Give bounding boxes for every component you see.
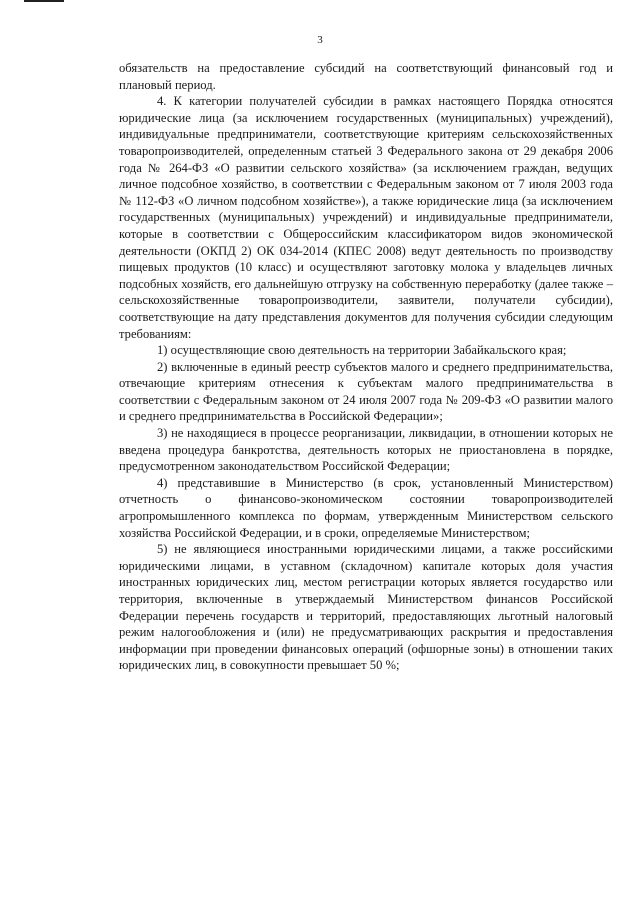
document-body bbox=[119, 60, 613, 674]
paragraph-4: 3) не находящиеся в процессе реорганизации, ликвидации, в отношении которых не введена процедура банкротства, деятельность которых не приостановлена в порядке, предусмотренном законодательством Российской Федерации; bbox=[119, 426, 613, 474]
paragraph-5: 4) представившие в Министерство (в срок, установленный Министерством) отчетность о финансово-экономическом состоянии товаропроизводителей агропромышленного комплекса по формам, утвержденным Министерством сельского хозяйства Российской Федерации, и в сроки, определяемые Министерством; bbox=[119, 475, 613, 540]
paragraph-0: обязательств на предоставление субсидий на соответствующий финансовый год и плановый период. bbox=[119, 61, 613, 92]
paragraph-3: 2) включенные в единый реестр субъектов малого и среднего предпринимательства, отвечающие критериям отнесения к субъектам малого предпринимательства в соответствии с Федеральным законом от 24 июля 2007 года № 209-ФЗ «О развитии малого и среднего предпринимательства в Российской Федерации»; bbox=[119, 359, 613, 424]
paragraph-2: 1) осуществляющие свою деятельность на территории Забайкальского края; bbox=[157, 343, 567, 358]
paragraph-6: 5) не являющиеся иностранными юридическими лицами, а также российскими юридическими лицами, в уставном (складочном) капитале которых доля участия иностранных юридических лиц, местом регистрации которых является государство или территория, включенные в утверждаемый Министерством финансов Российской Федерации перечень государств и территорий, предоставляющих льготный налоговый режим налогообложения и (или) не предусматривающих раскрытия и предоставления информации при проведении финансовых операций (офшорные зоны) в отношении таких юридических лиц, в совокупности превышает 50 %; bbox=[119, 542, 613, 673]
scan-edge-mark bbox=[24, 0, 64, 2]
page-number: 3 bbox=[317, 34, 323, 46]
paragraph-1: 4. К категории получателей субсидии в рамках настоящего Порядка относятся юридические лица (за исключением государственных (муниципальных) учреждений), индивидуальные предприниматели, соответствующие критериям сельскохозяйственных товаропроизводителей, определенным статьей 3 Федерального закона от 29 декабря 2006 года № 264-ФЗ «О развитии сельского хозяйства» (за исключением граждан, ведущих личное подсобное хозяйство, в соответствии с Федеральным законом от 7 июля 2003 года № 112-ФЗ «О личном подсобном хозяйстве»), а также юридические лица (за исключением государственных (муниципальных) учреждений) и индивидуальные предприниматели, которые в соответствии с Общероссийским классификатором видов экономической деятельности (ОКПД 2) ОК 034-2014 (КПЕС 2008) ведут деятельность по производству пищевых продуктов (10 класс) и осуществляют заготовку молока у владельцев личных подсобных хозяйств, его дальнейшую отгрузку на собственную переработку (далее также – сельскохозяйственные товаропроизводители, заявители, получатели субсидии), соответствующие на дату представления документов для получения субсидии следующим требованиям: bbox=[119, 94, 613, 341]
